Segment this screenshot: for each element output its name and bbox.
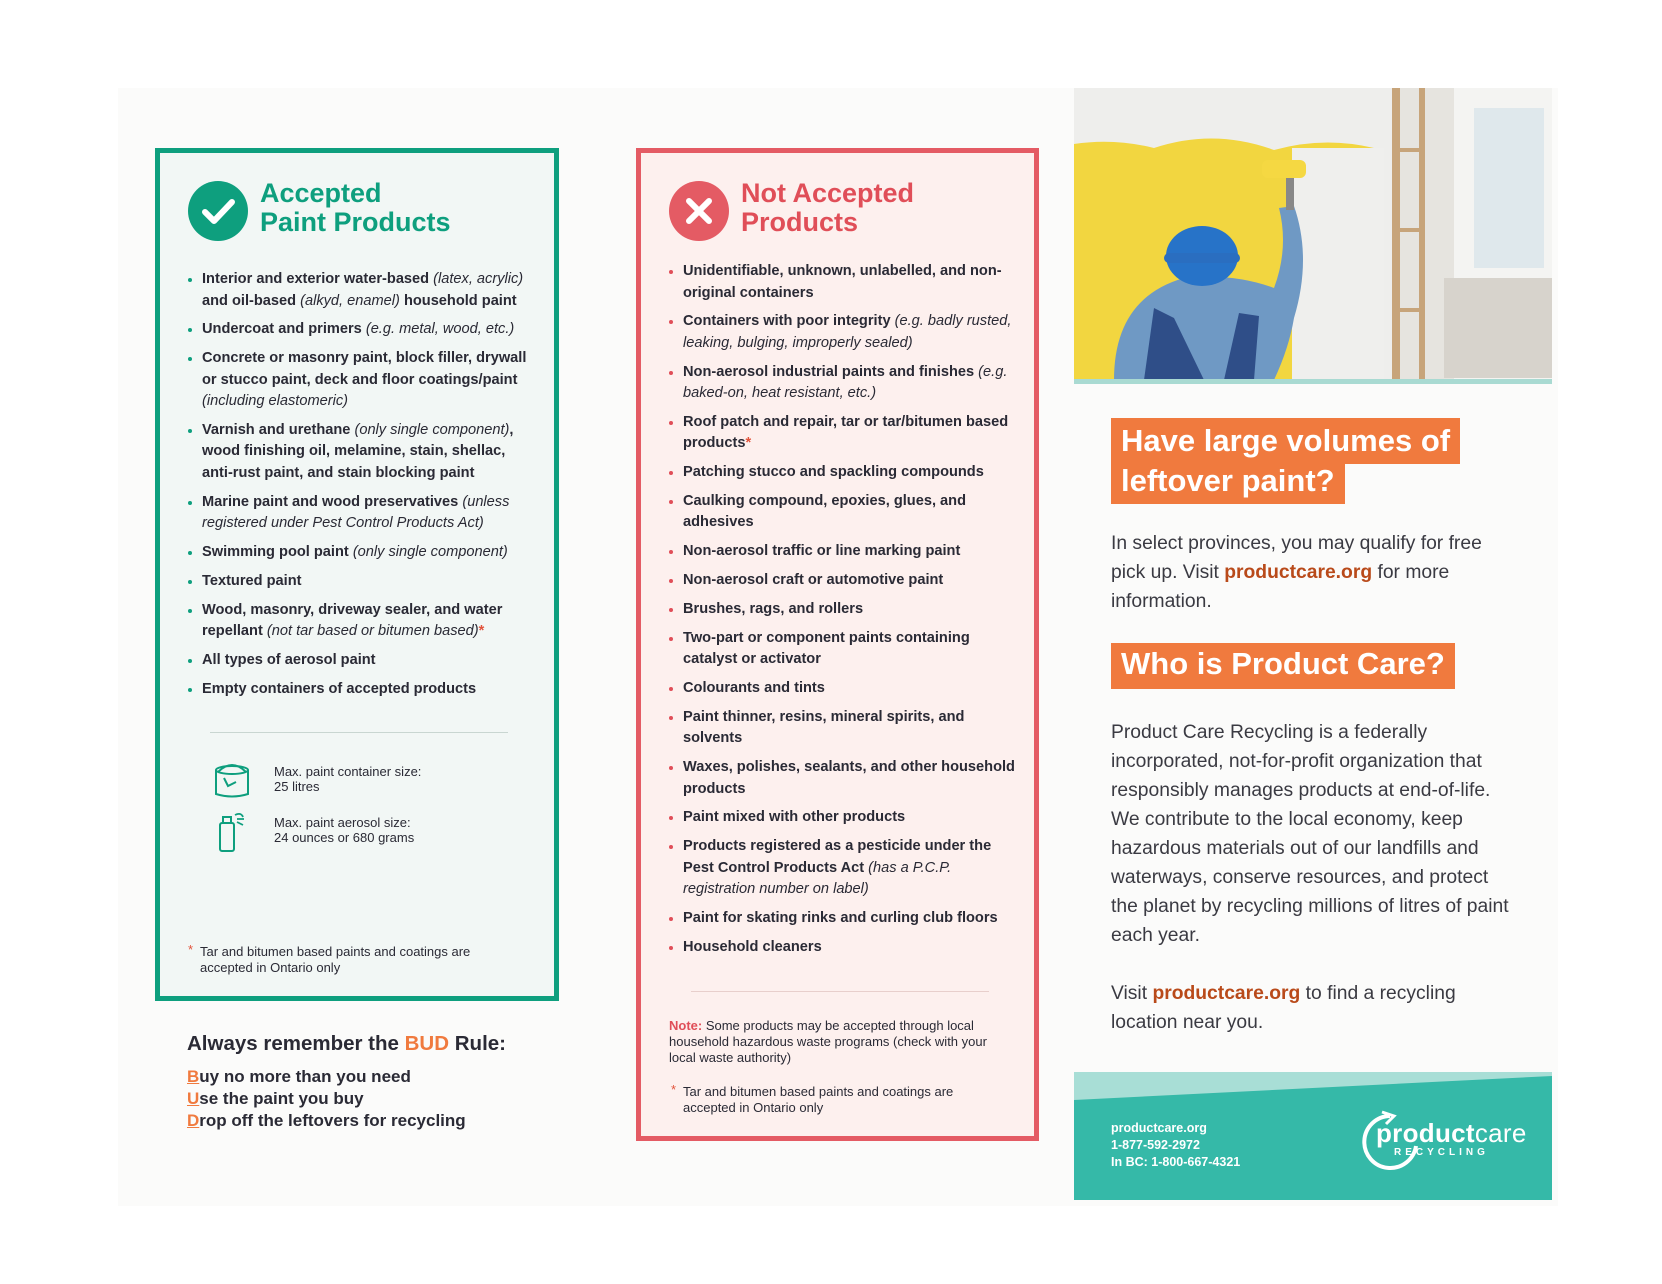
list-item [669, 599, 1021, 621]
list-item [669, 311, 1021, 354]
item-qualifier: (including elastomeric) [202, 393, 348, 410]
item-text: Concrete or masonry paint, block filler, drywall or stucco paint, deck and floor coatings/paint [202, 350, 527, 388]
bud-line-buy [187, 1066, 506, 1088]
item-text: Containers with poor integrity [683, 313, 895, 330]
aerosol-limit-label: Max. paint aerosol size: [274, 815, 411, 830]
item-text: Paint for skating rinks and curling club floors [683, 909, 998, 926]
item-text: Varnish and urethane [202, 421, 355, 438]
accepted-list [188, 269, 536, 707]
accepted-title-line1: Accepted [260, 178, 382, 208]
list-item [669, 261, 1021, 304]
bud-title [187, 1032, 506, 1056]
list-item [669, 757, 1021, 800]
accepted-panel [155, 148, 559, 1001]
photo-accent-line [1074, 379, 1552, 384]
footnote-asterisk: * [188, 942, 194, 957]
pickup-text-end: for more information. [1111, 562, 1450, 612]
item-text: and oil-based [202, 292, 301, 309]
headline-leftover-line2: leftover paint? [1111, 458, 1345, 504]
item-text: Caulking compound, epoxies, glues, and adhesives [683, 492, 966, 531]
not-accepted-title-line1: Not Accepted [741, 178, 915, 208]
list-item [188, 420, 536, 485]
item-text: Empty containers of accepted products [202, 680, 477, 697]
list-item [188, 600, 536, 643]
contact-info [1111, 1120, 1240, 1171]
aerosol-can-icon [210, 809, 254, 853]
not-accepted-list [669, 261, 1021, 966]
item-text: Textured paint [202, 572, 302, 589]
item-text: Interior and exterior water-based [202, 271, 434, 287]
divider [691, 991, 989, 992]
bud-rule [187, 1032, 506, 1132]
bud-text: rop off the leftovers for recycling [199, 1111, 466, 1130]
item-text: Paint mixed with other products [683, 809, 906, 826]
list-item [188, 319, 536, 341]
bud-letter: U [187, 1089, 200, 1108]
list-item [669, 628, 1021, 671]
list-item [669, 570, 1021, 592]
bud-line-drop [187, 1110, 506, 1132]
headline-leftover-line1: Have large volumes of [1111, 418, 1460, 464]
item-text: Marine paint and wood preservatives [202, 493, 463, 510]
list-item [188, 492, 536, 535]
list-item [669, 362, 1021, 405]
asterisk: * [745, 435, 752, 452]
not-accepted-title [741, 179, 914, 237]
aerosol-limit-value: 24 ounces or 680 grams [274, 830, 415, 845]
list-item [188, 679, 536, 701]
list-item [188, 650, 536, 672]
footnote-text: Tar and bitumen based paints and coatings are accepted in Ontario only [200, 944, 471, 975]
item-text: Household cleaners [683, 938, 822, 955]
about-paragraph: Product Care Recycling is a federally incorporated, not-for-profit organization that responsibly manages products at end-of-life. We contribute to the local economy, keep hazardous materials out of our landfills and waterways, conserve resources, and protect the planet by recycling millions of litres of paint each year. [1111, 722, 1509, 946]
item-text: , wood finishing oil, melamine, stain, shellac, anti-rust paint, and stain blocking paint [202, 421, 514, 481]
item-text: Products registered as a pesticide under the Pest Control Products Act [683, 838, 992, 876]
note [669, 1018, 1009, 1066]
accepted-title-line2: Paint Products [260, 207, 451, 237]
logo-wordmark [1376, 1118, 1527, 1149]
visit-text: Visit [1111, 983, 1153, 1004]
item-qualifier: (has a P.C.P. registration number on label) [683, 859, 952, 898]
list-item [188, 571, 536, 593]
item-text: Unidentifiable, unknown, unlabelled, and non-original containers [683, 263, 1002, 301]
visit-paragraph [1111, 979, 1519, 1037]
item-text: Undercoat and primers [202, 321, 366, 338]
item-text: Patching stucco and spackling compounds [683, 464, 984, 481]
container-limit [210, 758, 421, 802]
divider [210, 732, 508, 733]
item-text: Paint thinner, resins, mineral spirits, and solvents [683, 708, 965, 747]
item-text: Colourants and tints [683, 679, 825, 696]
footer-phone[interactable]: 1-877-592-2972 [1111, 1138, 1200, 1152]
list-item [188, 348, 536, 413]
item-qualifier: (not tar based or bitumen based) [266, 623, 479, 640]
accepted-footnote [188, 944, 508, 976]
item-qualifier: (e.g. badly rusted, leaking, bulging, improperly sealed) [683, 313, 1012, 351]
list-item [669, 836, 1021, 901]
item-qualifier: (only single component) [354, 421, 510, 438]
item-text: Non-aerosol craft or automotive paint [683, 572, 944, 589]
aerosol-limit [210, 809, 414, 853]
item-text: Wood, masonry, driveway sealer, and water repellant [202, 601, 503, 640]
bud-letter: D [187, 1111, 200, 1130]
item-qualifier: (alkyd, enamel) [300, 292, 400, 309]
note-label: Note: [669, 1018, 703, 1033]
logo-word-bold: product [1376, 1118, 1475, 1148]
footnote-text: Tar and bitumen based paints and coatings are accepted in Ontario only [683, 1084, 954, 1115]
list-item [669, 541, 1021, 563]
footer-website[interactable]: productcare.org [1111, 1121, 1207, 1135]
list-item [669, 707, 1021, 750]
pickup-text: In select provinces, you may qualify for free pick up. Visit [1111, 533, 1482, 583]
bud-title-highlight: BUD [404, 1032, 450, 1055]
container-limit-value: 25 litres [274, 779, 320, 794]
list-item [669, 462, 1021, 484]
asterisk: * [478, 623, 485, 640]
accepted-title [260, 179, 451, 237]
list-item [188, 269, 536, 312]
footnote-asterisk: * [671, 1082, 677, 1097]
checkmark-icon [188, 181, 248, 241]
item-text: Two-part or component paints containing catalyst or activator [683, 629, 970, 668]
item-text: household paint [399, 292, 517, 309]
item-text: Non-aerosol industrial paints and finishes [683, 363, 979, 380]
x-circle-icon [669, 181, 729, 241]
headline-who: Who is Product Care? [1111, 643, 1455, 689]
item-qualifier: (e.g. metal, wood, etc.) [365, 321, 515, 338]
visit-text-end: to find a recycling location near you. [1111, 983, 1456, 1033]
list-item [669, 491, 1021, 534]
list-item [669, 807, 1021, 829]
footer-bc-phone[interactable]: In BC: 1-800-667-4321 [1111, 1155, 1241, 1169]
logo-subtitle: RECYCLING [1394, 1147, 1489, 1158]
bud-line-use [187, 1088, 506, 1110]
bud-text: uy no more than you need [199, 1067, 411, 1086]
list-item [669, 937, 1021, 959]
item-text: Non-aerosol traffic or line marking paint [683, 543, 961, 560]
list-item [669, 412, 1021, 455]
not-accepted-footnote [671, 1084, 991, 1116]
pickup-paragraph [1111, 529, 1519, 616]
item-text: Roof patch and repair, tar or tar/bitumen based products [683, 413, 1009, 452]
not-accepted-title-line2: Products [741, 207, 859, 237]
item-text: Brushes, rags, and rollers [683, 600, 864, 617]
item-text: All types of aerosol paint [202, 651, 376, 668]
bud-text: se the paint you buy [199, 1089, 364, 1108]
productcare-link[interactable]: productcare.org [1224, 562, 1373, 583]
container-limit-label: Max. paint container size: [274, 764, 422, 779]
list-item [188, 542, 536, 564]
note-text: Some products may be accepted through local household hazardous waste programs (check with your local waste authority) [669, 1018, 987, 1065]
productcare-link[interactable]: productcare.org [1152, 983, 1301, 1004]
item-text: Swimming pool paint [202, 543, 353, 560]
bud-title-post: Rule: [449, 1032, 506, 1055]
item-qualifier: (only single component) [352, 543, 508, 560]
list-item [669, 908, 1021, 930]
item-qualifier: (latex, acrylic) [433, 271, 524, 287]
bud-title-pre: Always remember the [187, 1032, 405, 1055]
item-qualifier: (unless registered under Pest Control Products Act) [202, 493, 510, 532]
paint-can-icon [210, 758, 254, 802]
painter-photo [1074, 88, 1552, 380]
bud-letter: B [187, 1067, 200, 1086]
logo-word-thin: care [1474, 1118, 1527, 1148]
item-text: Waxes, polishes, sealants, and other household products [683, 759, 1015, 797]
not-accepted-panel [636, 148, 1039, 1141]
item-qualifier: (e.g. baked-on, heat resistant, etc.) [683, 363, 1008, 402]
list-item [669, 678, 1021, 700]
